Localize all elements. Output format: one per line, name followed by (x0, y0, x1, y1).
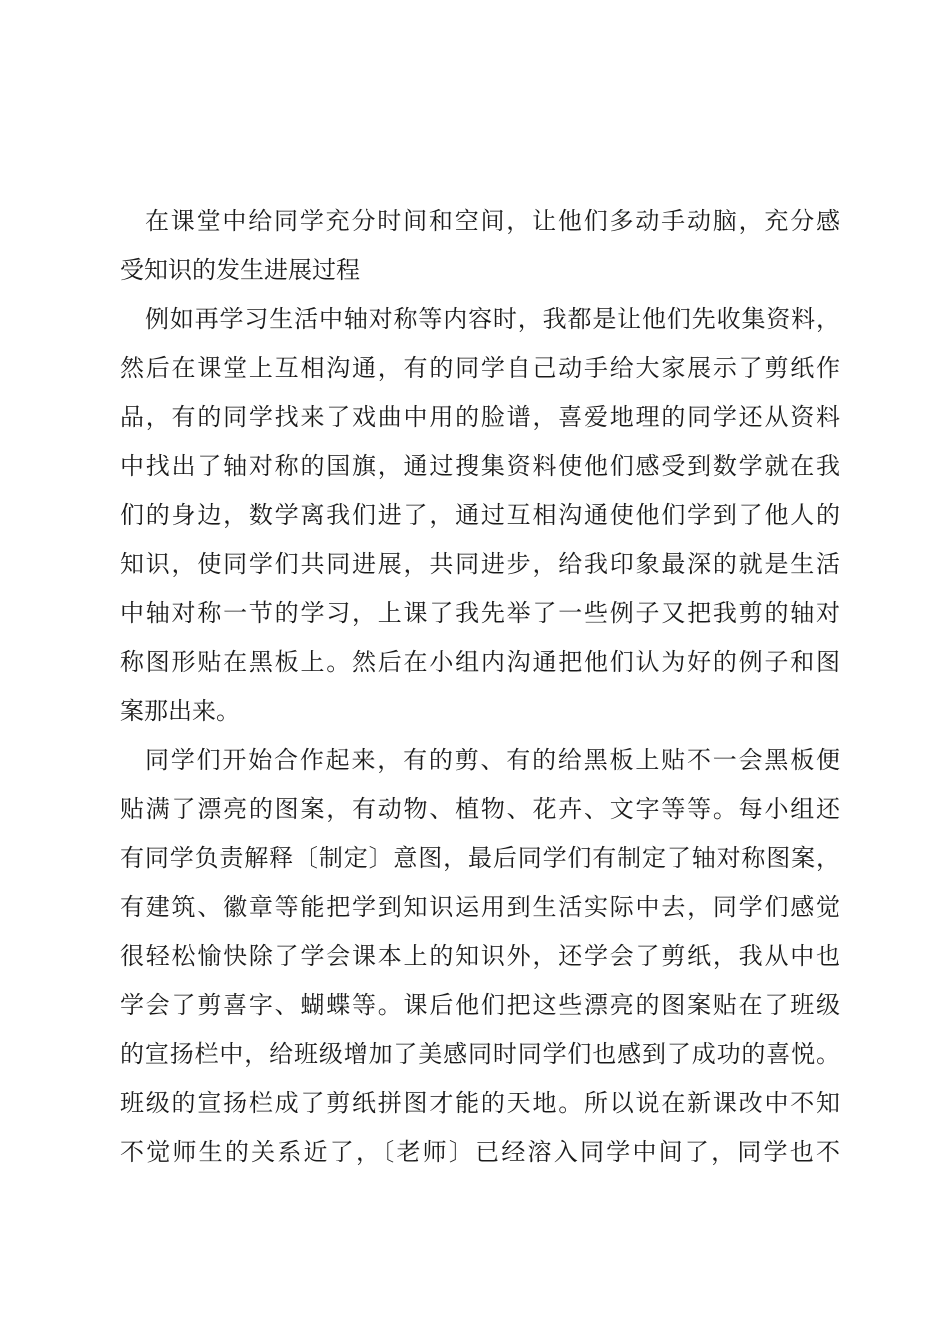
text-line: 品，有的同学找来了戏曲中用的脸谱，喜爱地理的同学还从资料 (120, 403, 840, 431)
text-line: 案那出来。 (120, 697, 240, 725)
text-line: 不觉师生的关系近了，〔老师〕已经溶入同学中间了，同学也不 (120, 1138, 840, 1166)
text-line: 有同学负责解释〔制定〕意图，最后同学们有制定了轴对称图案， (120, 844, 840, 872)
text-line: 中轴对称一节的学习，上课了我先举了一些例子又把我剪的轴对 (120, 599, 840, 627)
document-body (120, 197, 840, 1177)
paragraph-1 (120, 197, 840, 295)
text-line: 班级的宣扬栏成了剪纸拼图才能的天地。所以说在新课改中不知 (120, 1089, 840, 1117)
text-line: 很轻松愉快除了学会课本上的知识外，还学会了剪纸，我从中也 (120, 942, 840, 970)
text-line: 在课堂中给同学充分时间和空间，让他们多动手动脑，充分感 (145, 207, 840, 235)
text-line: 例如再学习生活中轴对称等内容时，我都是让他们先收集资料， (145, 305, 840, 333)
paragraph-3 (120, 736, 840, 1177)
text-line: 受知识的发生进展过程 (120, 256, 360, 284)
text-line: 中找出了轴对称的国旗，通过搜集资料使他们感受到数学就在我 (120, 452, 840, 480)
text-line: 有建筑、徽章等能把学到知识运用到生活实际中去，同学们感觉 (120, 893, 840, 921)
text-line: 贴满了漂亮的图案，有动物、植物、花卉、文字等等。每小组还 (120, 795, 840, 823)
text-line: 的宣扬栏中，给班级增加了美感同时同学们也感到了成功的喜悦。 (120, 1040, 840, 1068)
text-line: 学会了剪喜字、蝴蝶等。课后他们把这些漂亮的图案贴在了班级 (120, 991, 840, 1019)
text-line: 称图形贴在黑板上。然后在小组内沟通把他们认为好的例子和图 (120, 648, 840, 676)
text-line: 同学们开始合作起来，有的剪、有的给黑板上贴不一会黑板便 (145, 746, 840, 774)
text-line: 然后在课堂上互相沟通，有的同学自己动手给大家展示了剪纸作 (120, 354, 840, 382)
text-line: 们的身边，数学离我们进了，通过互相沟通使他们学到了他人的 (120, 501, 840, 529)
paragraph-2 (120, 295, 840, 736)
text-line: 知识，使同学们共同进展，共同进步，给我印象最深的就是生活 (120, 550, 840, 578)
